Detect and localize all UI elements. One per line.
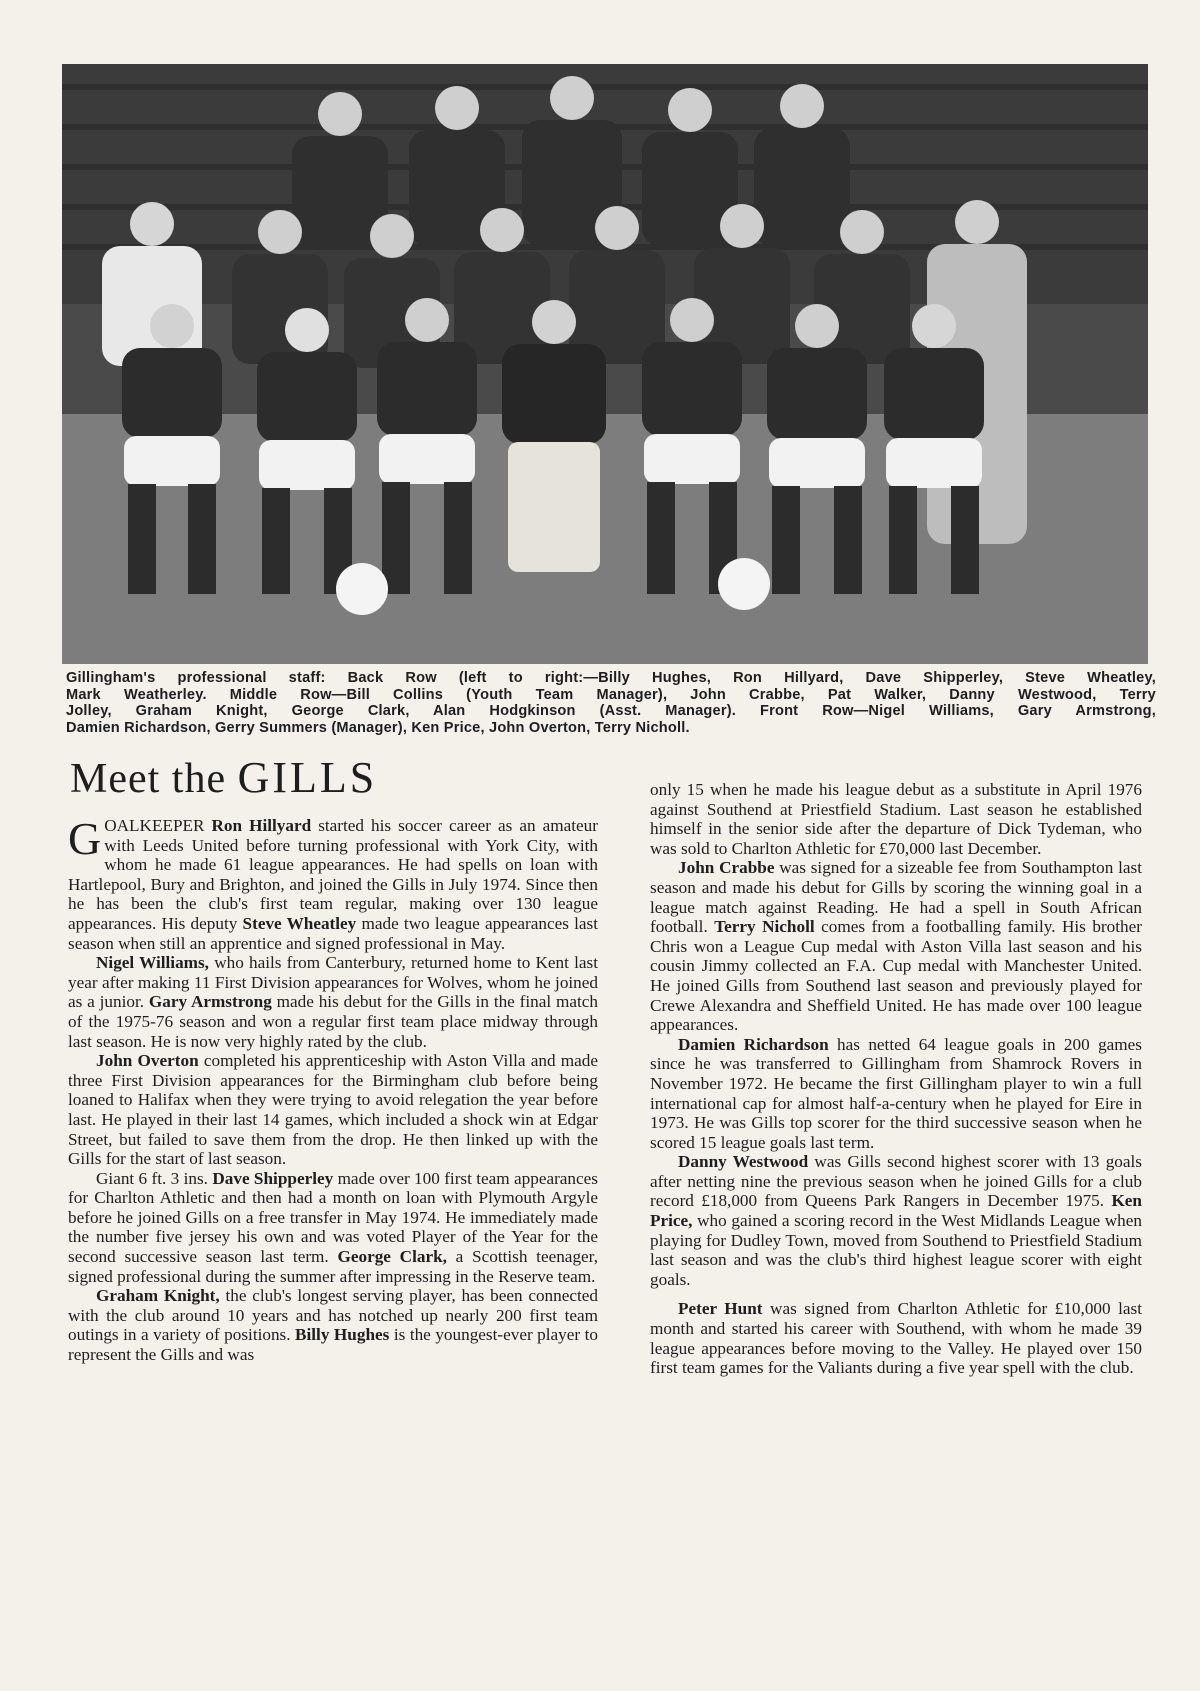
paragraph	[68, 813, 599, 953]
text: a Scottish teenager, signed professional during the summer after impressing in the Reserve team.	[68, 1247, 598, 1286]
paragraph	[650, 780, 1142, 858]
paragraph	[650, 858, 1142, 1034]
title-part: GILLS	[237, 753, 378, 802]
player-name: Graham Knight,	[96, 1286, 220, 1306]
photo-caption	[66, 670, 1156, 736]
text: made two league appearances last season when still an apprentice and signed professional in May.	[68, 913, 599, 953]
paragraph	[68, 1169, 598, 1287]
player-name: Terry Nicholl	[714, 917, 815, 937]
text: the club's longest serving player, has been connected with the club around 10 years and has notched up nearly 200 first team outings in a variety of positions.	[68, 1286, 598, 1345]
player-name: George Clark,	[337, 1247, 447, 1267]
text: made his debut for the Gills in the final match of the 1975-76 season and won a regular first team place midway through last season. He is now very highly rated by the club.	[68, 992, 598, 1051]
paragraph	[68, 1286, 598, 1364]
team-photo-illustration	[62, 64, 1148, 664]
text: who gained a scoring record in the West Midlands League when playing for Dudley Town, moved from Southend to Priestfield Stadium last season and was the club's third highest league scorer with eight goals.	[650, 1211, 1142, 1289]
paragraph	[650, 1152, 1142, 1289]
text: who hails from Canterbury, returned home to Kent last year after making 11 First Division appearances for Wolves, whom he joined as a junior.	[68, 953, 598, 1012]
caption-line: Mark Weatherley. Middle Row—Bill Collins (Youth Team Manager), John Crabbe, Pat Walker, Danny Westwood, Terry	[66, 686, 1156, 703]
text: is the youngest-ever player to represent the Gills and was	[68, 1325, 598, 1365]
football	[336, 563, 388, 615]
text: was signed from Charlton Athletic for £10,000 last month and started his career with Southend, with whom he made 39 league appearances before moving to the Valley. He played over 150 first team games for the Valiants during a five year spell with the club.	[650, 1299, 1142, 1378]
article-column-left	[68, 813, 599, 1365]
text: OALKEEPER	[104, 816, 212, 835]
player-name: John Crabbe	[678, 858, 775, 878]
player-name: Nigel Williams,	[96, 953, 209, 973]
paragraph	[68, 953, 598, 1051]
player-name: Damien Richardson	[678, 1034, 829, 1054]
text: was Gills second highest scorer with 13 goals after netting nine the previous season when he joined Gills for a club record £18,000 from Queens Park Rangers in December 1975.	[650, 1152, 1142, 1211]
player-name: Gary Armstrong	[148, 992, 272, 1012]
team-photo	[62, 64, 1148, 664]
player-name: John Overton	[96, 1051, 199, 1071]
drop-cap: G	[68, 813, 102, 864]
text: completed his apprenticeship with Aston Villa and made three First Division appearances for the Birmingham club before being loaned to Halifax when they were trying to avoid relegation the year before last. He played in their last 14 games, which included a shock win at Edgar Street, but failed to save them from the drop. He then linked up with the Gills for the start of last season.	[68, 1051, 598, 1169]
caption-line: Gillingham's professional staff: Back Row (left to right:—Billy Hughes, Ron Hillyard, Dave Shipperley, Steve Wheatley,	[66, 670, 1156, 686]
player-name: Steve Wheatley	[242, 913, 357, 933]
player-name: Dave Shipperley	[212, 1168, 334, 1188]
player-name: Danny Westwood	[678, 1152, 809, 1172]
text: Giant 6 ft. 3 ins.	[96, 1168, 213, 1188]
paragraph	[650, 1299, 1142, 1377]
title-part: Meet the	[70, 756, 238, 802]
player-name: Ken Price,	[650, 1191, 1142, 1231]
player-name: Peter Hunt	[678, 1299, 763, 1319]
player-name: Ron Hillyard	[211, 816, 312, 835]
text: was signed for a sizeable fee from Southampton last season and made his debut for Gills by scoring the winning goal in a league match against Reading. He had a spell in South African football.	[650, 858, 1142, 937]
article-column-right	[650, 780, 1142, 1378]
text: only 15 when he made his league debut as a substitute in April 1976 against Southend at Priestfield Stadium. Last season he established himself in the senior side after the departure of Dick Tydeman, who was sold to Charlton Athletic for £70,000 last December.	[650, 780, 1142, 858]
page-title	[70, 752, 377, 803]
text: made over 100 first team appearances for Charlton Athletic and then had a month on loan with Plymouth Argyle before he joined Gills on a free transfer in May 1974. He immediately made the number five jersey his own and was voted Player of the Year for the second successive season last term.	[68, 1168, 598, 1267]
player-name: Billy Hughes	[295, 1325, 390, 1345]
caption-line: Damien Richardson, Gerry Summers (Manager), Ken Price, John Overton, Terry Nicholl.	[66, 719, 690, 736]
text: comes from a footballing family. His brother Chris won a League Cup medal with Aston Villa last season and his cousin Jimmy collected an F.A. Cup medal with Manchester United. He joined Gills from Southend last season and previously played for Crewe Alexandra and Sheffield United. He has made over 100 league appearances.	[650, 917, 1142, 1035]
paragraph	[68, 1051, 598, 1169]
paragraph	[650, 1035, 1142, 1153]
football	[718, 558, 770, 610]
text: started his soccer career as an amateur with Leeds United before turning professional with York City, with whom he made 61 league appearances. He had spells on loan with Hartlepool, Bury and Brighton, and joined the Gills in July 1974. Since then he has been the club's first team regular, making over 130 league appearances. His deputy	[68, 816, 598, 933]
text: has netted 64 league goals in 200 games since he was transferred to Gillingham from Shamrock Rovers in November 1972. He became the first Gillingham player to win a full international cap for almost half-a-century when he played for Eire in 1973. He was Gills top scorer for the third successive season when he scored 15 league goals last term.	[650, 1034, 1142, 1152]
caption-line: Jolley, Graham Knight, George Clark, Alan Hodgkinson (Asst. Manager). Front Row—Nigel Williams, Gary Armstrong,	[66, 703, 1156, 719]
